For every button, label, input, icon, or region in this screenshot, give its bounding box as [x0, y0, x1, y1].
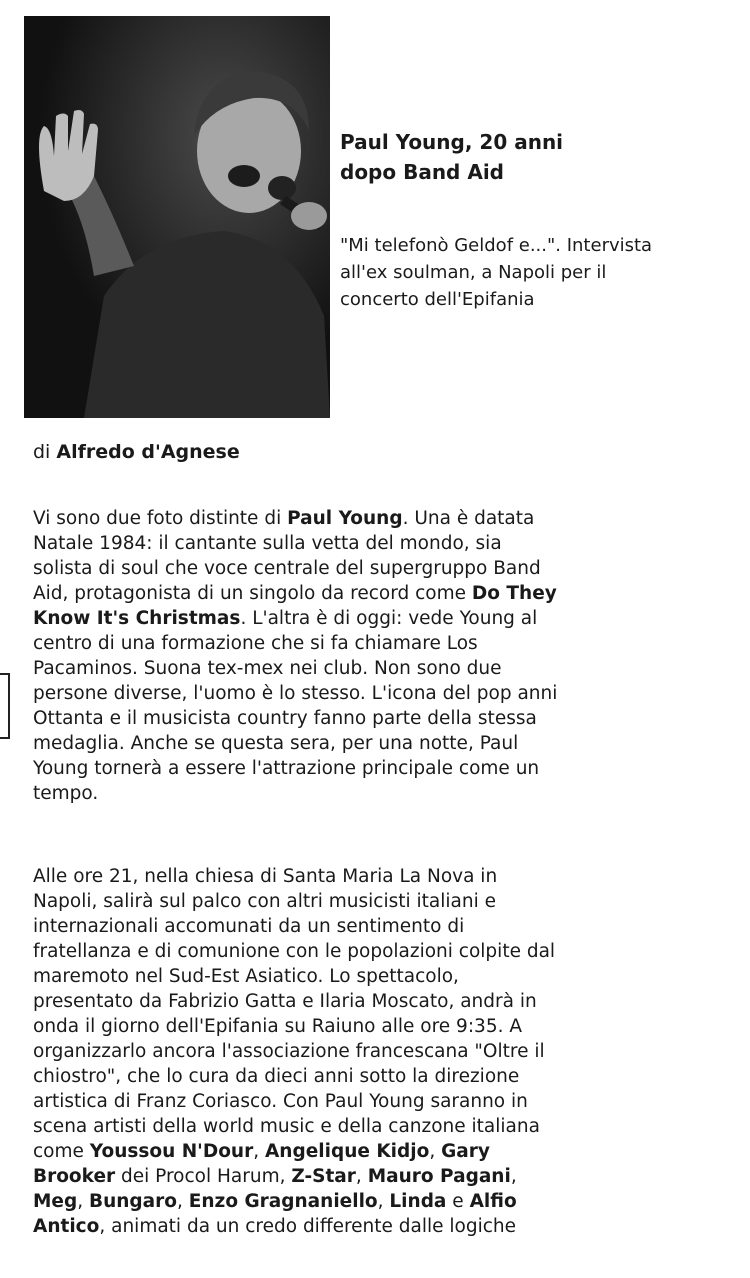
p2-text: dei Procol Harum,	[115, 1166, 292, 1187]
p2-bold-artist: Bungaro	[88, 1191, 177, 1212]
subtitle-line-3: concerto dell'Epifania	[340, 289, 535, 310]
p2-bold-artist: Brooker	[33, 1166, 116, 1187]
p1-line: solista di soul che voce centrale del supergruppo Band	[33, 558, 541, 579]
p2-line: Napoli, salirà sul palco con altri musicisti italiani e	[33, 891, 497, 912]
p1-line: persone diverse, l'uomo è lo stesso. L'icona del pop anni	[33, 683, 558, 704]
p1-text: . Una è datata	[402, 508, 535, 529]
p2-bold-artist: Meg	[33, 1191, 78, 1212]
title-line-1: Paul Young, 20 anni	[340, 130, 564, 154]
p2-text: , animati da un credo differente dalle logiche	[99, 1216, 517, 1237]
p1-line: Pacaminos. Suona tex-mex nei club. Non sono due	[33, 658, 502, 679]
p1-text: Aid, protagonista di un singolo da record come	[33, 583, 472, 604]
p2-bold-artist: Z-Star	[291, 1166, 356, 1187]
title-line-2: dopo Band Aid	[340, 160, 504, 184]
p2-text: e	[446, 1191, 470, 1212]
p2-bold-artist: Mauro Pagani	[367, 1166, 511, 1187]
byline-prefix: di	[33, 441, 51, 463]
p1-line: medaglia. Anche se questa sera, per una notte, Paul	[33, 733, 519, 754]
p2-text: ,	[176, 1191, 189, 1212]
p2-text: ,	[429, 1141, 442, 1162]
p2-bold-artist: Antico	[33, 1216, 100, 1237]
p2-text: ,	[510, 1166, 517, 1187]
p1-line: Natale 1984: il cantante sulla vetta del mondo, sia	[33, 533, 502, 554]
p2-bold-artist: Linda	[389, 1191, 447, 1212]
p2-text: come	[33, 1141, 90, 1162]
p2-line: chiostro", che lo cura da dieci anni sotto la direzione	[33, 1066, 520, 1087]
p2-line: internazionali accomunati da un sentimento di	[33, 916, 465, 937]
p2-line: scena artisti della world music e della canzone italiana	[33, 1116, 540, 1137]
p2-line: maremoto nel Sud-Est Asiatico. Lo spettacolo,	[33, 966, 459, 987]
p1-line: centro di una formazione che si fa chiamare Los	[33, 633, 478, 654]
p1-line: Young tornerà a essere l'attrazione principale come un	[33, 758, 540, 779]
singer-photo-illustration	[24, 16, 330, 418]
p2-bold-artist: Alfio	[469, 1191, 517, 1212]
singer-photo	[24, 16, 330, 418]
p2-line: fratellanza e di comunione con le popolazioni colpite dal	[33, 941, 556, 962]
p2-bold-artist: Gary	[441, 1141, 490, 1162]
p2-text: ,	[355, 1166, 368, 1187]
p2-line: organizzarlo ancora l'associazione francescana "Oltre il	[33, 1041, 545, 1062]
p1-bold-song: Do They	[471, 583, 557, 604]
subtitle-line-1: "Mi telefonò Geldof e...". Intervista	[340, 235, 653, 256]
p1-line: Ottanta e il musicista country fanno parte della stessa	[33, 708, 537, 729]
p2-bold-artist: Youssou N'Dour	[89, 1141, 254, 1162]
p2-line: onda il giorno dell'Epifania su Raiuno alle ore 9:35. A	[33, 1016, 523, 1037]
p1-text: Vi sono due foto distinte di	[33, 508, 288, 529]
p1-bold-name: Paul Young	[287, 508, 403, 529]
p2-line: presentato da Fabrizio Gatta e Ilaria Moscato, andrà in	[33, 991, 537, 1012]
byline	[33, 438, 240, 466]
p2-line: artistica di Franz Coriasco. Con Paul Young saranno in	[33, 1091, 528, 1112]
article-title	[340, 127, 640, 187]
p2-text: ,	[377, 1191, 390, 1212]
p1-line: tempo.	[33, 783, 99, 804]
p1-bold-song: Know It's Christmas	[33, 608, 241, 629]
paragraph-2	[33, 864, 713, 1239]
p2-text: ,	[77, 1191, 89, 1212]
p2-text: ,	[253, 1141, 265, 1162]
p1-text: . L'altra è di oggi: vede Young al	[240, 608, 538, 629]
byline-author: Alfredo d'Agnese	[56, 441, 240, 463]
p2-line: Alle ore 21, nella chiesa di Santa Maria La Nova in	[33, 866, 498, 887]
p2-bold-artist: Angelique Kidjo	[264, 1141, 430, 1162]
margin-bracket	[0, 673, 10, 739]
subtitle-line-2: all'ex soulman, a Napoli per il	[340, 262, 607, 283]
article-subtitle	[340, 232, 740, 313]
p2-bold-artist: Enzo Gragnaniello	[188, 1191, 378, 1212]
paragraph-1	[33, 506, 713, 806]
